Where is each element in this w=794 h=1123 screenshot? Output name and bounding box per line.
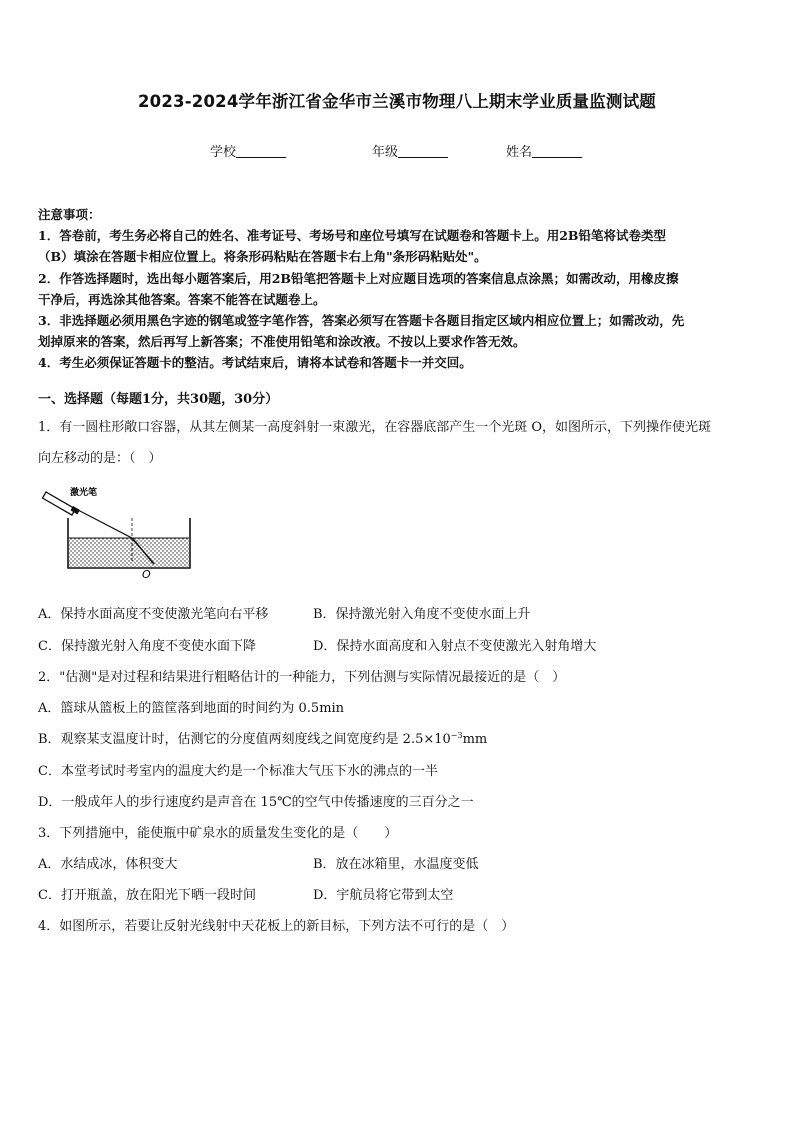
point-o-label: O: [142, 568, 151, 581]
laser-container-figure: [38, 482, 208, 582]
laser-pen-label: 激光笔: [70, 488, 98, 498]
grade-blank: [398, 145, 448, 158]
q1-option-d: D．保持水面高度和入射点不变使激光入射角增大: [313, 639, 597, 654]
q2-stem: 2．"估测"是对过程和结果进行粗略估计的一种能力，下列估测与实际情况最接近的是（ ）: [38, 670, 566, 685]
grade-field: [372, 141, 448, 160]
name-label: 姓名: [506, 145, 533, 160]
section-heading: 一、选择题（每题1分，共30题，30分）: [38, 392, 279, 407]
q3-option-d: D．宇航员将它带到太空: [313, 888, 454, 903]
q3-option-b: B．放在冰箱里，水温度变低: [313, 857, 479, 872]
q2-option-c: C．本堂考试时考室内的温度大约是一个标准大气压下水的沸点的一半: [38, 764, 438, 779]
q1-option-b: B．保持激光射入角度不变使水面上升: [313, 607, 531, 622]
notes-line: 干净后，再选涂其他答案。答案不能答在试题卷上。: [38, 291, 326, 307]
school-label: 学校: [210, 145, 237, 160]
q1-stem-line1: 1．有一圆柱形敞口容器，从其左侧某一高度斜射一束激光，在容器底部产生一个光斑 O，如图所示，下列操作使光斑: [38, 420, 712, 435]
q2-option-a: A．篮球从篮板上的篮筐落到地面的时间约为 0.5min: [38, 701, 345, 716]
school-field: [210, 141, 286, 160]
q2-option-b-text: B．观察某支温度计时，估测它的分度值两刻度线之间宽度约是 2.5×10: [38, 732, 451, 747]
name-blank: [532, 145, 582, 158]
notes-line: 3．非选择题必须用黑色字迹的钢笔或签字笔作答，答案必须写在答题卡各题目指定区域内相应位置上；如需改动，先: [38, 313, 685, 329]
notes-line: 4．考生必须保证答题卡的整洁。考试结束后，请将本试卷和答题卡一并交回。: [38, 355, 472, 371]
q2-option-b-exponent: −3: [450, 731, 463, 740]
grade-label: 年级: [372, 145, 399, 160]
notes-line: 1．答卷前，考生务必将自己的姓名、准考证号、考场号和座位号填写在试题卷和答题卡上。用2B铅笔将试卷类型: [38, 228, 666, 244]
notes-line: 2．作答选择题时，选出每小题答案后，用2B铅笔把答题卡上对应题目选项的答案信息点涂黑；如需改动，用橡皮擦: [38, 270, 679, 286]
notes-header: 注意事项：: [38, 207, 101, 222]
page-title: 2023-2024学年浙江省金华市兰溪市物理八上期末学业质量监测试题: [138, 92, 656, 111]
water: [69, 538, 189, 567]
q3-option-c: C．打开瓶盖，放在阳光下晒一段时间: [38, 888, 256, 903]
notes-line: （B）填涂在答题卡相应位置上。将条形码粘贴在答题卡右上角"条形码粘贴处"。: [38, 249, 487, 265]
notes-line: 划掉原来的答案，然后再写上新答案；不准使用铅笔和涂改液。不按以上要求作答无效。: [38, 334, 526, 350]
q4-stem: 4．如图所示，若要让反射光线射中天花板上的新目标，下列方法不可行的是（ ）: [38, 919, 515, 934]
q1-stem-line2: 向左移动的是：（ ）: [38, 451, 162, 466]
name-field: [506, 141, 582, 160]
q1-option-c: C．保持激光射入角度不变使水面下降: [38, 639, 256, 654]
notes-block: [38, 204, 760, 374]
q2-option-b-unit: mm: [462, 732, 488, 747]
q1-option-a: A．保持水面高度不变使激光笔向右平移: [38, 607, 269, 622]
q2-option-b: [38, 728, 760, 747]
q3-option-a: A．水结成冰，体积变大: [38, 857, 178, 872]
q3-stem: 3．下列措施中，能使瓶中矿泉水的质量发生变化的是（ ）: [38, 826, 398, 841]
q2-option-d: D．一般成年人的步行速度约是声音在 15℃的空气中传播速度的三百分之一: [38, 795, 474, 810]
school-blank: [236, 145, 286, 158]
